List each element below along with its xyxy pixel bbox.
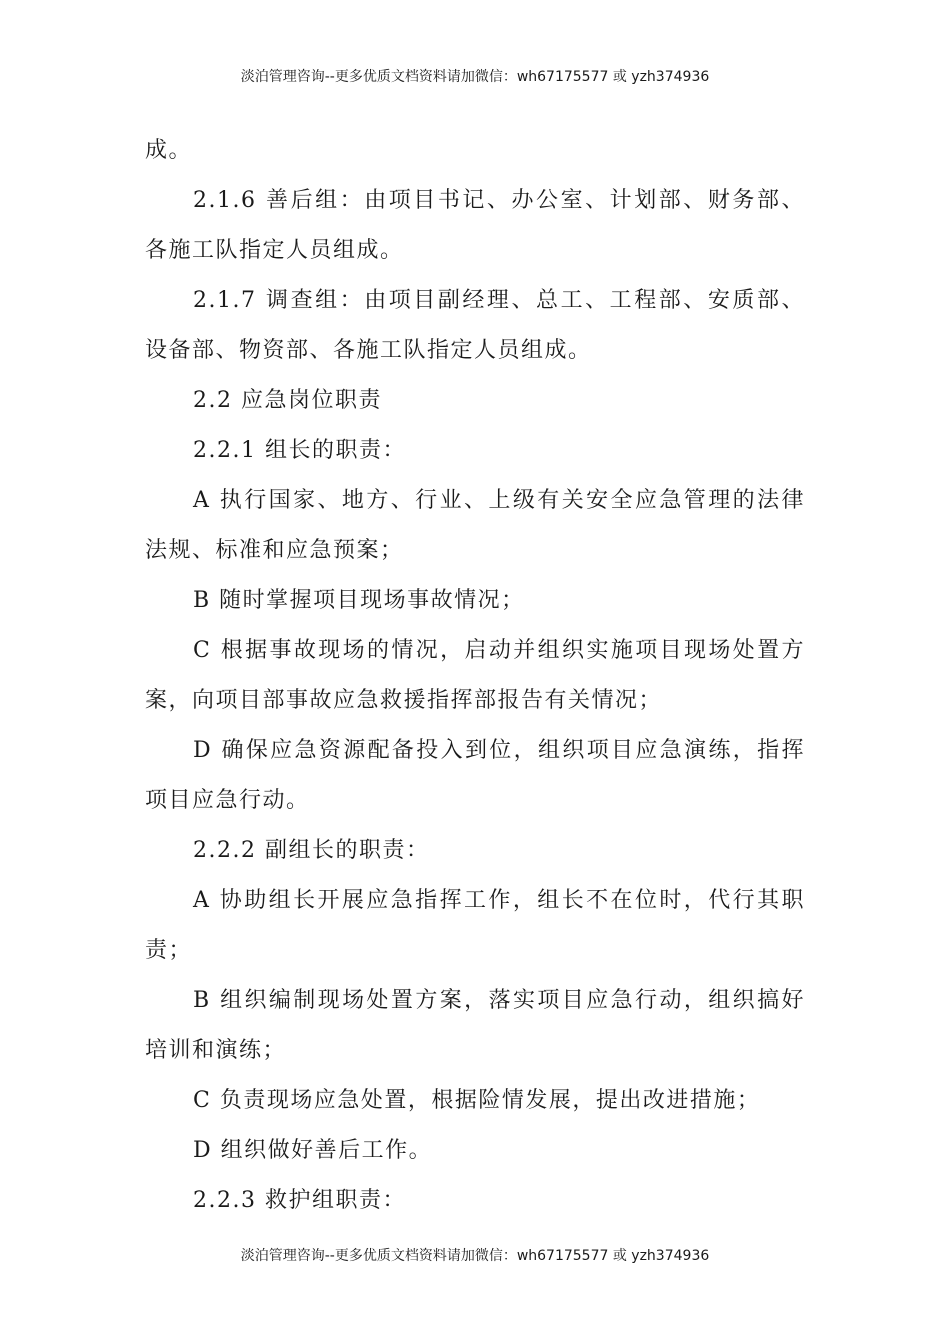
page-footer: 淡泊管理咨询--更多优质文档资料请加微信：wh67175577 或 yzh374936 — [240, 1248, 710, 1264]
list-item-a: A 执行国家、地方、行业、上级有关安全应急管理的法律法规、标准和应急预案； — [145, 488, 805, 563]
section-heading-2-2-3: 2.2.3 救护组职责： — [193, 1188, 406, 1213]
document-body — [145, 126, 805, 1226]
list-item-c: C 根据事故现场的情况，启动并组织实施项目现场处置方案，向项目部事故应急救援指挥部报告有关情况； — [145, 638, 805, 713]
paragraph-2-1-6: 2.1.6 善后组：由项目书记、办公室、计划部、财务部、各施工队指定人员组成。 — [145, 188, 805, 263]
list-item-b: B 组织编制现场处置方案，落实项目应急行动，组织搞好培训和演练； — [145, 988, 805, 1063]
paragraph-2-1-7: 2.1.7 调查组：由项目副经理、总工、工程部、安质部、设备部、物资部、各施工队指定人员组成。 — [145, 288, 805, 363]
section-heading-2-2: 2.2 应急岗位职责 — [193, 388, 382, 413]
list-item-c: C 负责现场应急处置，根据险情发展，提出改进措施； — [193, 1088, 761, 1113]
list-item-d: D 确保应急资源配备投入到位，组织项目应急演练，指挥项目应急行动。 — [145, 738, 805, 813]
list-item-b: B 随时掌握项目现场事故情况； — [193, 588, 525, 613]
page-header: 淡泊管理咨询--更多优质文档资料请加微信：wh67175577 或 yzh374936 — [240, 69, 710, 85]
list-item-a: A 协助组长开展应急指挥工作，组长不在位时，代行其职责； — [145, 888, 805, 963]
list-item-d: D 组织做好善后工作。 — [193, 1138, 433, 1163]
paragraph-continuation: 成。 — [145, 138, 193, 163]
section-heading-2-2-1: 2.2.1 组长的职责： — [193, 438, 406, 463]
section-heading-2-2-2: 2.2.2 副组长的职责： — [193, 838, 430, 863]
